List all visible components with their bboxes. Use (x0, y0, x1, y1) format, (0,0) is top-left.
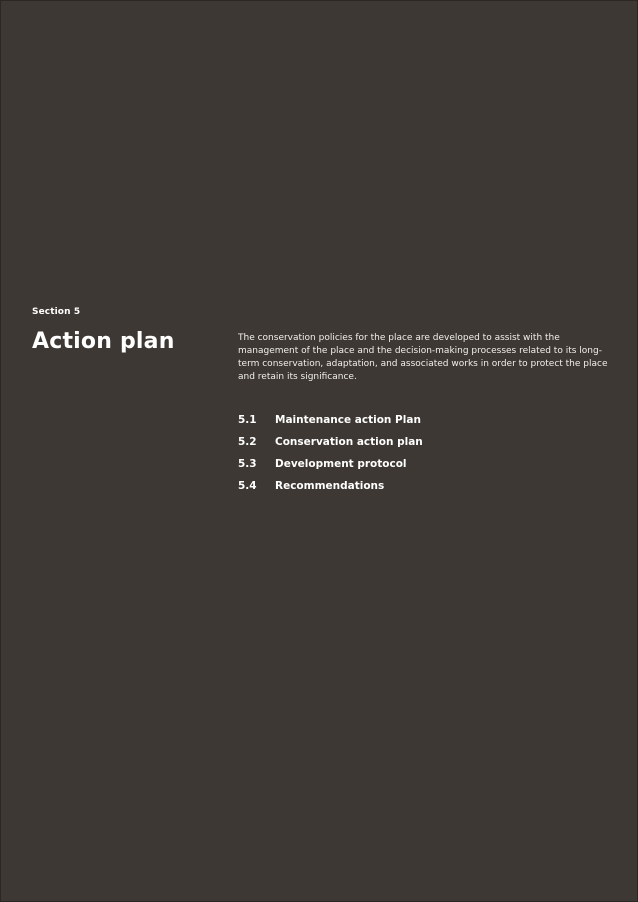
toc-label: Conservation action plan (275, 436, 423, 448)
table-of-contents (238, 409, 598, 497)
section-title: Action plan (32, 329, 175, 354)
toc-number: 5.2 (238, 436, 257, 448)
toc-number: 5.3 (238, 458, 257, 470)
toc-label: Development protocol (275, 458, 407, 470)
toc-item-5-3 (238, 453, 598, 475)
toc-label: Recommendations (275, 480, 385, 492)
section-label: Section 5 (32, 307, 81, 317)
toc-number: 5.1 (238, 414, 257, 426)
toc-item-5-1 (238, 409, 598, 431)
toc-label: Maintenance action Plan (275, 414, 421, 426)
toc-item-5-4 (238, 475, 598, 497)
toc-number: 5.4 (238, 480, 257, 492)
toc-item-5-2 (238, 431, 598, 453)
section-intro: The conservation policies for the place are developed to assist with the management of the place and the decision-making processes related to its long-term conservation, adaptation, and associated works in order to protect the place and retain its significance. (238, 333, 608, 382)
